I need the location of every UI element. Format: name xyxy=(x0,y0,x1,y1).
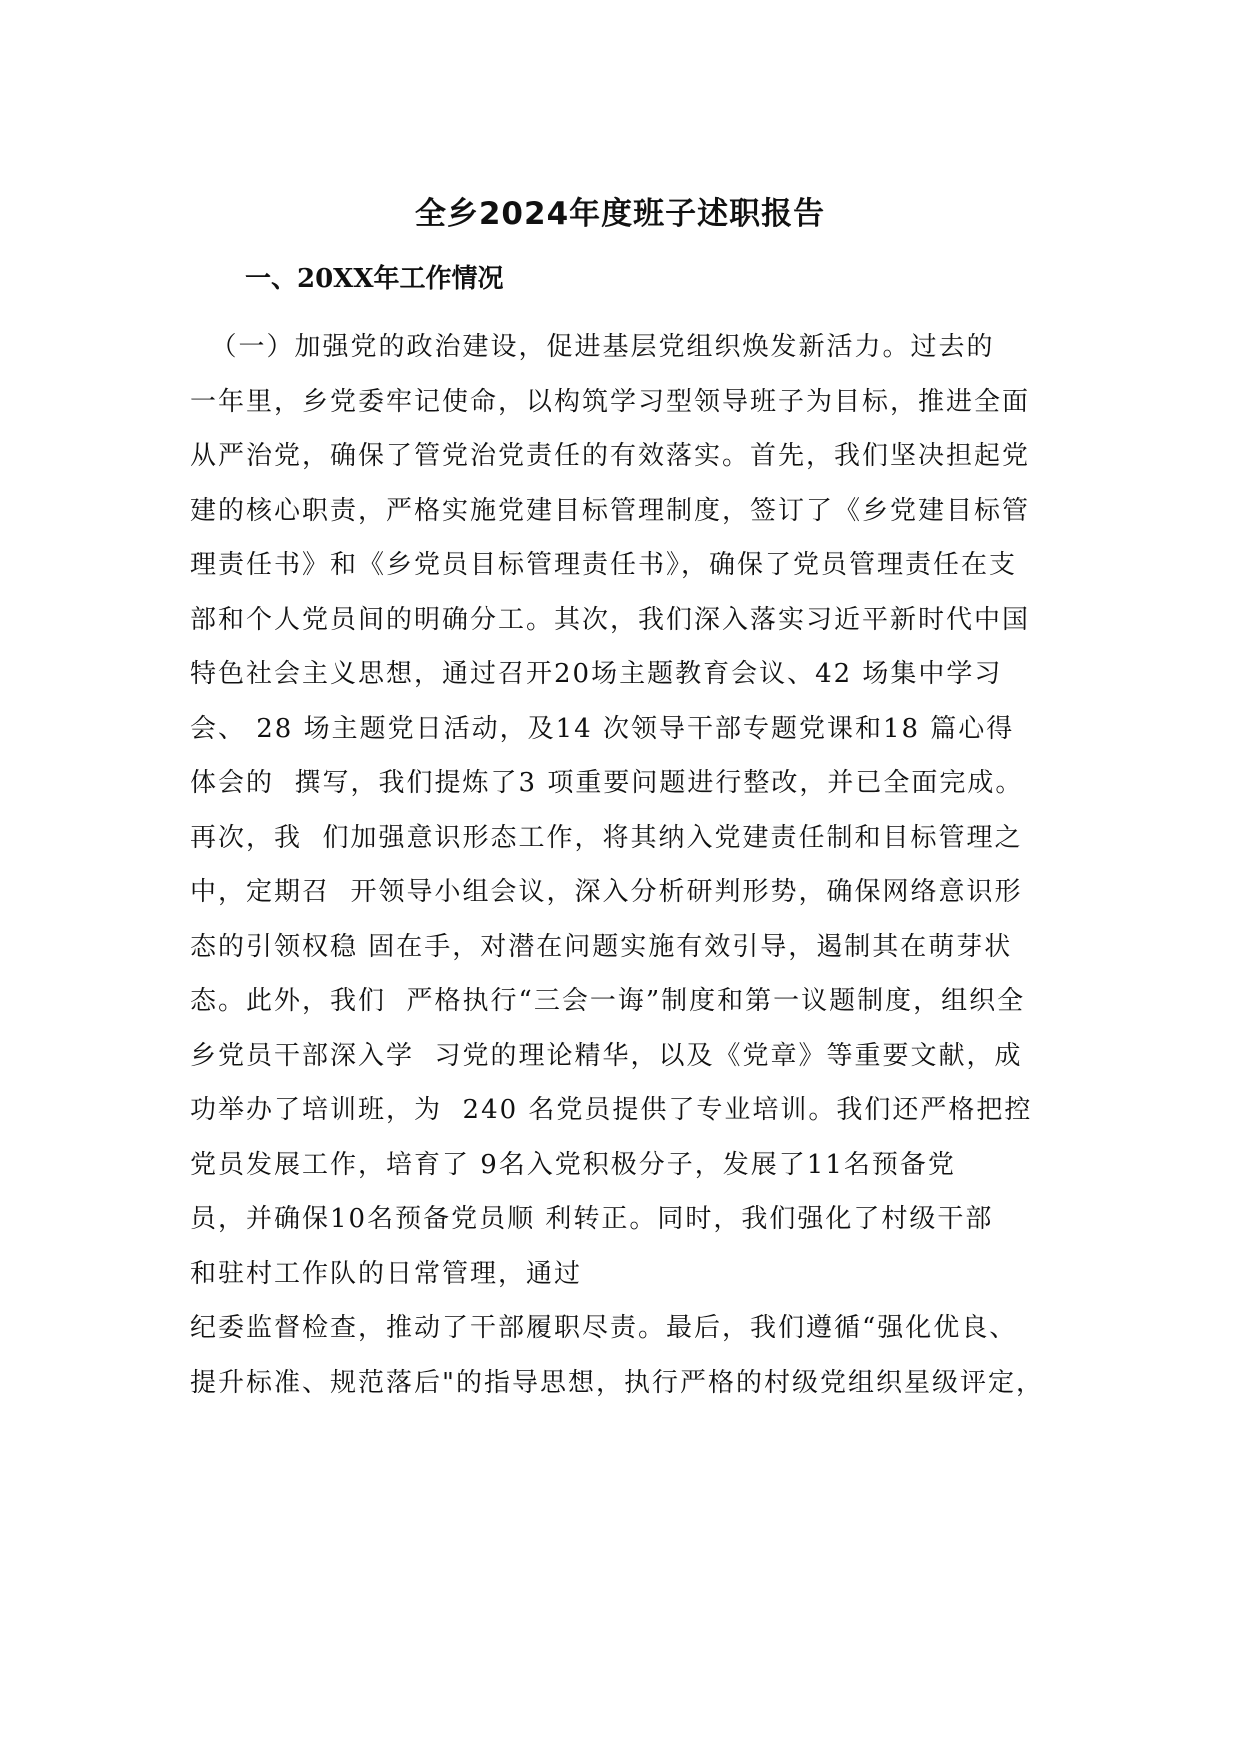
body-line: 提升标准、规范落后"的指导思想，执行严格的村级党组织星级评定， xyxy=(190,1367,1044,1398)
body-line: 中，定期召 开领导小组会议，深入分析研判形势，确保网络意识形 xyxy=(190,877,1023,907)
body-line: 纪委监督检查，推动了干部履职尽责。最后，我们遵循“强化优良、 xyxy=(190,1313,1018,1343)
body-line: 特色社会主义思想，通过召开20场主题教育会议、42 场集中学习 xyxy=(190,659,1003,689)
body-line: 党员发展工作，培育了 9名入党积极分子，发展了11名预备党 xyxy=(190,1149,956,1180)
body-line: 理责任书》和《乡党员目标管理责任书》，确保了党员管理责任在支 xyxy=(190,550,1018,580)
body-line: 再次，我 们加强意识形态工作，将其纳入党建责任制和目标管理之 xyxy=(190,822,1023,853)
body-line: 从严治党，确保了管党治党责任的有效落实。首先，我们坚决担起党 xyxy=(190,441,1031,471)
body-line: （一）加强党的政治建设，促进基层党组织焕发新活力。过去的 xyxy=(190,332,995,362)
body-line: 建的核心职责，严格实施党建目标管理制度，签订了《乡党建目标管 xyxy=(190,495,1031,526)
body-line: 一年里，乡党委牢记使命，以构筑学习型领导班子为目标，推进全面 xyxy=(190,386,1031,417)
body-line: 功举办了培训班，为 240 名党员提供了专业培训。我们还严格把控 xyxy=(190,1095,1033,1125)
section-heading: 一、20XX年工作情况 xyxy=(245,264,504,294)
body-line: 体会的 撰写，我们提炼了3 项重要问题进行整改，并已全面完成。 xyxy=(190,768,1024,798)
body-line: 员，并确保10名预备党员顺 利转正。同时，我们强化了村级干部 xyxy=(190,1204,994,1234)
document-title: 全乡2024年度班子述职报告 xyxy=(414,196,826,232)
body-line: 会、 28 场主题党日活动，及14 次领导干部专题党课和18 篇心得 xyxy=(190,713,1015,744)
body-line: 乡党员干部深入学 习党的理论精华，以及《党章》等重要文献，成 xyxy=(190,1040,1023,1071)
body-line: 和驻村工作队的日常管理，通过 xyxy=(190,1258,583,1289)
body-line: 部和个人党员间的明确分工。其次，我们深入落实习近平新时代中国 xyxy=(190,604,1031,635)
body-line: 态。此外，我们 严格执行“三会一诲”制度和第一议题制度，组织全 xyxy=(190,986,1026,1016)
body-line: 态的引领权稳 固在手，对潜在问题实施有效引导，遏制其在萌芽状 xyxy=(190,931,1013,962)
body-text xyxy=(190,320,1070,1410)
